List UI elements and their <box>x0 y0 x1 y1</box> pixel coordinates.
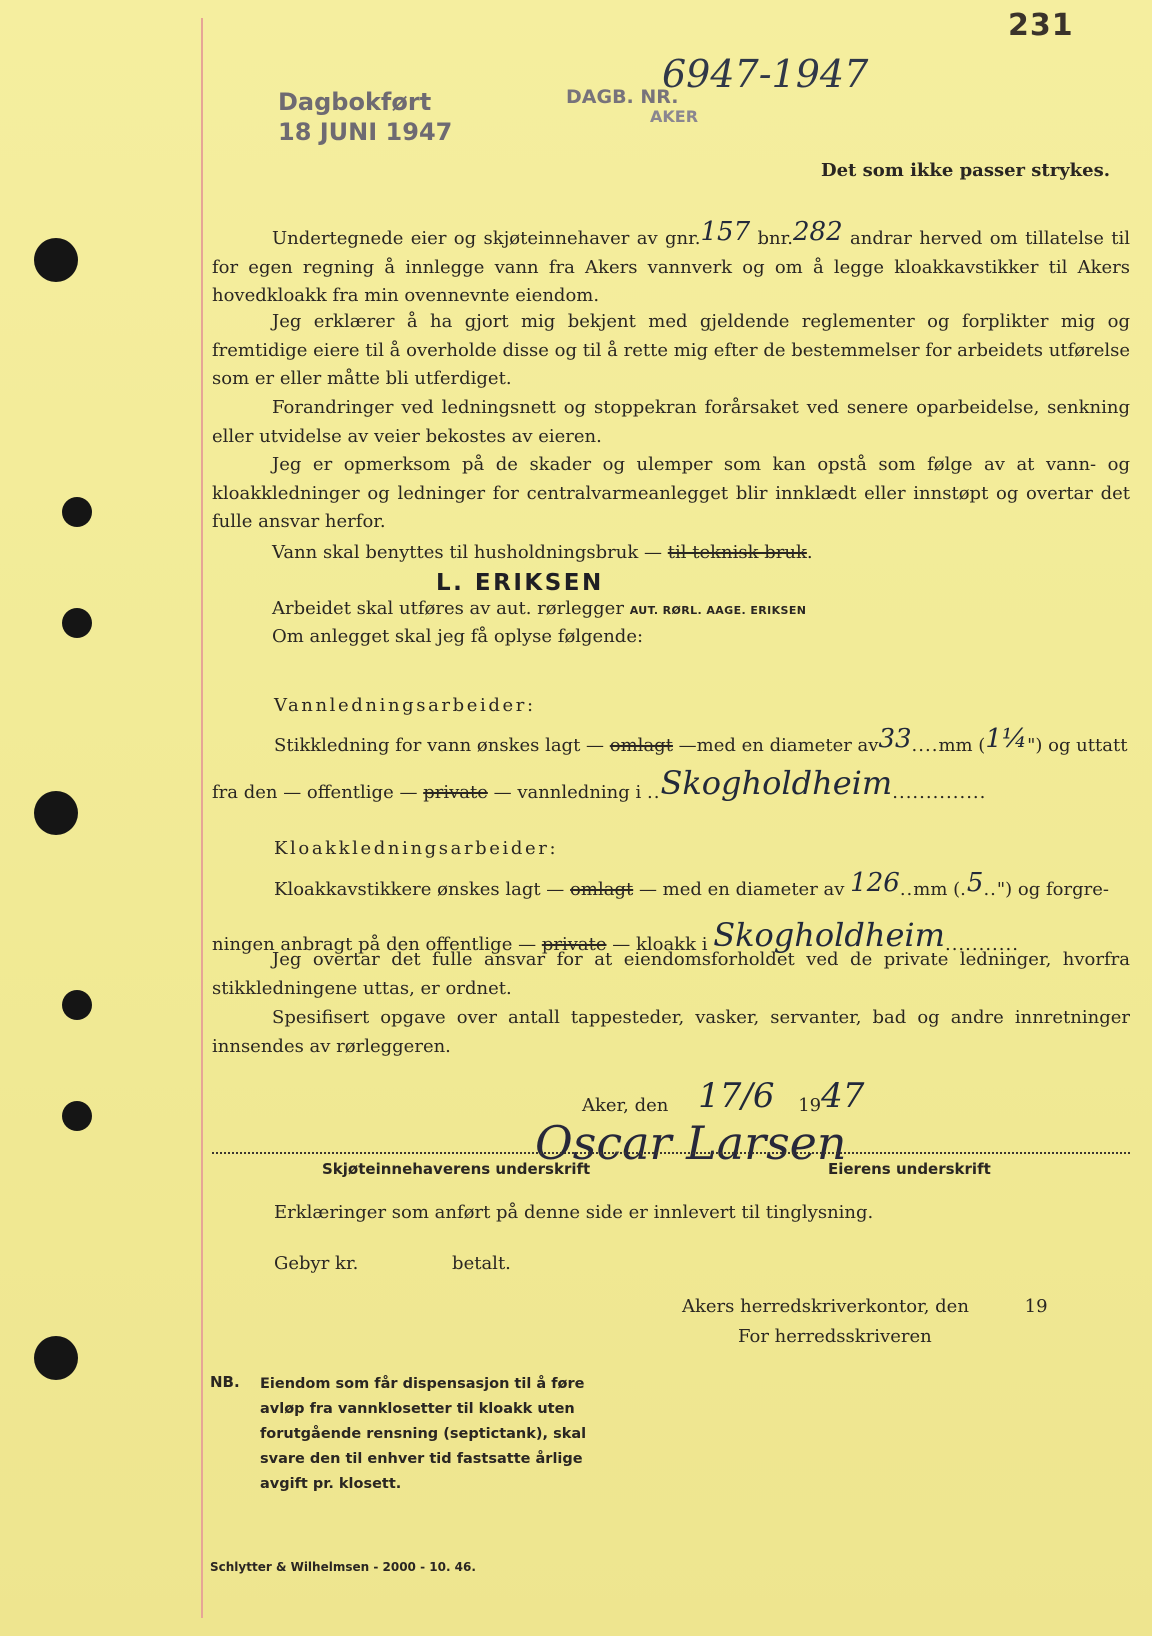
stamp-date: 18 JUNI 1947 <box>278 118 453 146</box>
water-use-line <box>272 542 813 563</box>
text: mm ( <box>938 735 986 756</box>
paragraph-regulations <box>212 308 1130 394</box>
text: Jeg overtar det fulle ansvar for at eiendomsforholdet ved de private ledninger, hvorfra stikkledningene uttas, er ordnet. <box>212 949 1130 999</box>
text: Jeg er opmerksom på de skader og ulemper som kan opstå som følge av at vann- og kloakkledninger og ledninger for centralvarmeanlegget blir innklædt eller innstøpt og overtar det fulle ansvar herfor. <box>212 454 1130 533</box>
sewer-main-name: Skogholdheim <box>713 916 945 954</box>
office-text: Akers herredskriverkontor, den <box>682 1296 969 1317</box>
sewer-line-2: ningen anbragt på den offentlige — private — kloakk i Skogholdheim........... <box>212 916 1019 955</box>
text: . <box>806 542 813 563</box>
text: mm ( <box>913 879 961 900</box>
margin-line <box>201 18 203 1618</box>
text: Forandringer ved ledningsnett og stoppekran forårsaket ved senere oparbeidelse, senkning eller utvidelse av veier bekostes av eieren. <box>212 397 1130 447</box>
water-heading: Vannledningsarbeider: <box>274 695 536 716</box>
water-diameter-mm: 33 <box>878 724 912 754</box>
office-signatory: For herredsskriveren <box>738 1326 932 1347</box>
sewer-heading: Kloakkledningsarbeider: <box>274 838 559 859</box>
dagbnr-stamp-label: DAGB. NR. <box>566 86 679 108</box>
struck-text: omlagt <box>609 735 673 756</box>
water-diameter-in: 1¼ <box>985 724 1028 754</box>
nb-label: NB. <box>210 1373 240 1391</box>
strike-note: Det som ikke passer strykes. <box>820 160 1110 181</box>
sewer-line-1: Kloakkavstikkere ønskes lagt — omlagt — med en diameter av 126..mm (.5..") og forgre- <box>274 868 1109 900</box>
text: bnr. <box>757 228 793 249</box>
year-printed: 19 <box>798 1095 822 1116</box>
text: Stikkledning for vann ønskes lagt — <box>274 735 605 756</box>
plumber-stamp: AUT. RØRL. AAGE. ERIKSEN <box>629 604 807 617</box>
text: Jeg erklærer å ha gjort mig bekjent med gjeldende reglementer og forplikter mig og fremtidige eiere til å overholde disse og til å rette mig efter de bestemmelser for arbeidets utførelse som er eller måtte bli utferdiget. <box>212 311 1130 390</box>
nb-text: Eiendom som får dispensasjon til å føre avløp fra vannklosetter til kloakk uten forutgående rensning (septictank), skal svare den til enhver tid fastsatte årlige avgift pr. klosett. <box>260 1376 587 1492</box>
text: Spesifisert opgave over antall tappesteder, vasker, servanter, bad og andre innretninger innsendes av rørleggeren. <box>212 1007 1130 1057</box>
text: Undertegnede eier og skjøteinnehaver av gnr. <box>272 228 701 249</box>
punch-hole <box>62 1101 92 1131</box>
bnr-value: 282 <box>793 217 843 247</box>
text: ") og uttatt <box>1027 735 1128 756</box>
signature-dotted-line <box>212 1152 1130 1154</box>
dagbnr-stamp-place: AKER <box>650 107 699 126</box>
water-line-1: Stikkledning for vann ønskes lagt — omlagt —med en diameter av33....mm (1¼") og uttatt <box>274 724 1128 756</box>
paragraph-specification <box>212 1004 1130 1061</box>
signature-label-owner: Skjøteinnehaverens underskrift <box>322 1160 591 1178</box>
eriksen-stamp: L. ERIKSEN <box>436 570 604 596</box>
water-line-2: fra den — offentlige — private — vannledning i ..Skogholdheim.............. <box>212 764 987 803</box>
inform-line: Om anlegget skal jeg få oplyse følgende: <box>272 626 644 647</box>
gnr-value: 157 <box>700 217 751 247</box>
text: ") og forgre- <box>996 879 1109 900</box>
text: Arbeidet skal utføres av aut. rørlegger <box>272 598 624 619</box>
dagbokfort-stamp <box>278 87 452 147</box>
paragraph-application <box>212 217 1130 311</box>
struck-text: private <box>423 782 488 803</box>
water-main-name: Skogholdheim <box>660 764 893 802</box>
struck-text: omlagt <box>570 879 634 900</box>
punch-hole <box>34 1336 78 1380</box>
punch-hole <box>62 990 92 1020</box>
sewer-diameter-mm: 126 <box>850 868 900 898</box>
date-label: Aker, den <box>582 1095 669 1116</box>
fee-label: Gebyr kr. <box>274 1253 359 1274</box>
text: Kloakkavstikkere ønskes lagt — <box>274 879 565 900</box>
sewer-diameter-in: 5 <box>966 868 984 898</box>
date-line <box>582 1076 865 1120</box>
punch-hole <box>62 497 92 527</box>
plumber-line <box>272 598 806 619</box>
text: andrar herved om tillatelse til for egen regning å innlegge vann fra Akers vannverk og om å legge kloakkavstikker til Akers hovedkloakk fra min ovennevnte eiendom. <box>212 228 1130 307</box>
paragraph-changes <box>212 394 1130 451</box>
printer-imprint: Schlytter & Wilhelmsen - 2000 - 10. 46. <box>210 1560 476 1574</box>
text: — vannledning i <box>493 782 642 803</box>
text: ningen anbragt på den offentlige — <box>212 934 537 955</box>
text: —med en diameter av <box>678 735 879 756</box>
paragraph-ownership <box>212 946 1130 1003</box>
text: — kloakk i <box>612 934 708 955</box>
punch-hole <box>34 791 78 835</box>
punch-hole <box>62 608 92 638</box>
fee-paid: betalt. <box>452 1253 511 1274</box>
office-line <box>682 1296 1048 1317</box>
signature-label-proprietor: Eierens underskrift <box>828 1160 991 1178</box>
text: fra den — offentlige — <box>212 782 418 803</box>
punch-hole <box>34 238 78 282</box>
struck-text: til teknisk bruk <box>667 542 807 563</box>
dagbnr-handwritten: 6947-1947 <box>662 52 869 96</box>
stamp-line: Dagbokført <box>278 88 432 116</box>
text: Vann skal benyttes til husholdningsbruk — <box>272 542 663 563</box>
page-number: 231 <box>1008 8 1074 43</box>
office-year: 19 <box>1024 1296 1048 1317</box>
owner-signature: Oscar Larsen <box>535 1116 847 1170</box>
paragraph-damages <box>212 451 1130 537</box>
struck-text: private <box>541 934 607 955</box>
fee-line <box>274 1253 511 1274</box>
text: — med en diameter av <box>638 879 845 900</box>
date-handwritten: 17/6 <box>698 1076 775 1116</box>
year-handwritten: 47 <box>821 1076 865 1116</box>
registration-line: Erklæringer som anført på denne side er innlevert til tinglysning. <box>274 1202 874 1223</box>
